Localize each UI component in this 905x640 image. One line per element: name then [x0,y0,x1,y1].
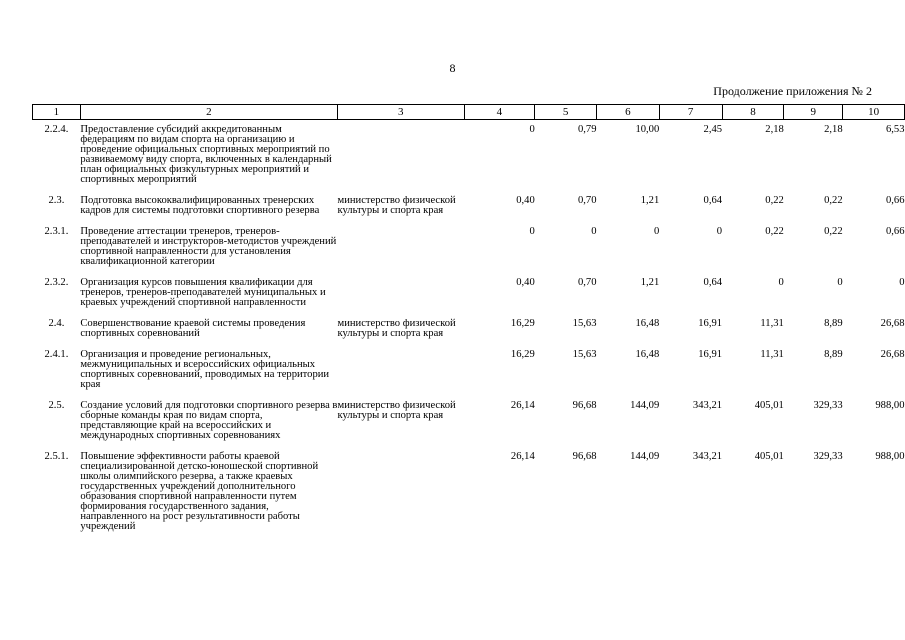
item-executor [337,273,464,314]
item-value: 144,09 [630,400,660,411]
item-value: 0,66 [885,226,905,237]
item-number: 2.5.1. [44,451,69,462]
item-value: 8,89 [824,349,843,360]
table-row [33,120,905,192]
item-name: Подготовка высококвалифицированных тренерских кадров для системы подготовки спортивного резерва [80,195,320,216]
item-value: 0 [899,277,905,288]
item-value: 2,18 [765,124,784,135]
item-executor [337,345,464,396]
item-value: 0,22 [824,226,843,237]
column-number: 4 [464,105,535,120]
item-value: 405,01 [754,400,784,411]
table-row [33,447,905,538]
item-value: 0,70 [577,277,597,288]
appendix-table [32,104,905,538]
item-value: 1,21 [640,277,660,288]
item-value: 405,01 [754,451,784,462]
item-value: 16,91 [698,318,723,329]
item-value: 329,33 [813,451,843,462]
item-executor: министерство физической культуры и спорта края [337,318,456,339]
item-value: 0,70 [577,195,597,206]
item-number: 2.3.1. [44,226,69,237]
item-value: 6,53 [885,124,905,135]
item-value: 16,48 [635,349,660,360]
item-value: 988,00 [875,400,905,411]
item-value: 0,40 [516,195,535,206]
item-number: 2.5. [48,400,65,411]
item-value: 0,64 [703,195,723,206]
item-value: 0,22 [824,195,843,206]
column-number: 7 [659,105,722,120]
item-value: 0,22 [765,195,784,206]
item-value: 2,45 [703,124,723,135]
item-value: 26,14 [510,451,535,462]
column-number: 3 [337,105,464,120]
item-name: Организация курсов повышения квалификации для тренеров, тренеров-преподавателей муниципальных и краевых учреждений спортивной направленности [80,277,326,308]
item-value: 16,91 [698,349,723,360]
item-name: Организация и проведение региональных, межмуниципальных и всероссийских официальных спортивных соревнований, проводимых на территории края [80,349,330,390]
item-number: 2.2.4. [44,124,69,135]
item-value: 329,33 [813,400,843,411]
continuation-label: Продолжение приложения № 2 [713,84,872,98]
item-value: 11,31 [760,318,784,329]
item-value: 0 [716,226,723,237]
item-value: 0 [591,226,597,237]
item-value: 0,64 [703,277,723,288]
item-value: 15,63 [572,349,597,360]
column-number: 2 [80,105,337,120]
item-value: 16,29 [510,318,535,329]
item-value: 96,68 [572,451,597,462]
item-value: 988,00 [875,451,905,462]
item-value: 1,21 [640,195,660,206]
table-row [33,273,905,314]
item-value: 0 [529,124,535,135]
item-name: Повышение эффективности работы краевой специализированной детско-юношеской спортивной школы олимпийского резерва, а также краевых государственных учреждений дополнительного образования спортивной направленности путем формирования государственного задания, направленного на рост результативности работы учреждений [80,451,319,532]
table-row [33,314,905,345]
item-value: 26,68 [880,349,905,360]
column-number-row [33,105,905,120]
column-number: 10 [843,105,905,120]
item-name: Проведение аттестации тренеров, тренеров-преподавателей и инструкторов-методистов учреждений спортивной направленности для установления квалификационной категории [80,226,337,267]
item-value: 16,48 [635,318,660,329]
column-number: 1 [33,105,81,120]
item-executor [337,222,464,273]
table-row [33,345,905,396]
item-value: 0,22 [765,226,784,237]
column-number: 6 [597,105,660,120]
column-number: 8 [722,105,784,120]
item-value: 0 [653,226,660,237]
item-number: 2.4.1. [44,349,69,360]
item-name: Совершенствование краевой системы проведения спортивных соревнований [80,318,306,339]
item-value: 26,68 [880,318,905,329]
item-number: 2.4. [48,318,65,329]
item-value: 0,40 [516,277,535,288]
item-value: 0,79 [577,124,597,135]
item-value: 0,66 [885,195,905,206]
item-executor [337,120,464,192]
table-row [33,222,905,273]
item-value: 2,18 [824,124,843,135]
item-executor [337,447,464,538]
item-number: 2.3. [48,195,65,206]
item-value: 0 [529,226,535,237]
column-number: 9 [784,105,843,120]
page-number: 8 [449,61,456,75]
table-row [33,191,905,222]
item-executor: министерство физической культуры и спорта края [337,400,456,421]
item-value: 10,00 [635,124,660,135]
table-row [33,396,905,447]
item-executor: министерство физической культуры и спорта края [337,195,456,216]
item-name: Создание условий для подготовки спортивного резерва в сборные команды края по видам спорта, представляющие край на всероссийских и международных спортивных соревнованиях [80,400,338,441]
item-value: 0 [778,277,784,288]
item-value: 11,31 [760,349,784,360]
item-name: Предоставление субсидий аккредитованным федерациям по видам спорта на организацию и проведение официальных спортивных мероприятий по развиваемому виду спорта, включенных в календарный план официальных физкультурных мероприятий и спортивных мероприятий [80,124,332,185]
item-value: 16,29 [510,349,535,360]
item-value: 15,63 [572,318,597,329]
item-value: 8,89 [824,318,843,329]
item-value: 144,09 [630,451,660,462]
item-value: 26,14 [510,400,535,411]
item-value: 0 [837,277,843,288]
item-value: 96,68 [572,400,597,411]
column-number: 5 [535,105,597,120]
item-value: 343,21 [692,451,723,462]
item-value: 343,21 [692,400,723,411]
item-number: 2.3.2. [44,277,69,288]
